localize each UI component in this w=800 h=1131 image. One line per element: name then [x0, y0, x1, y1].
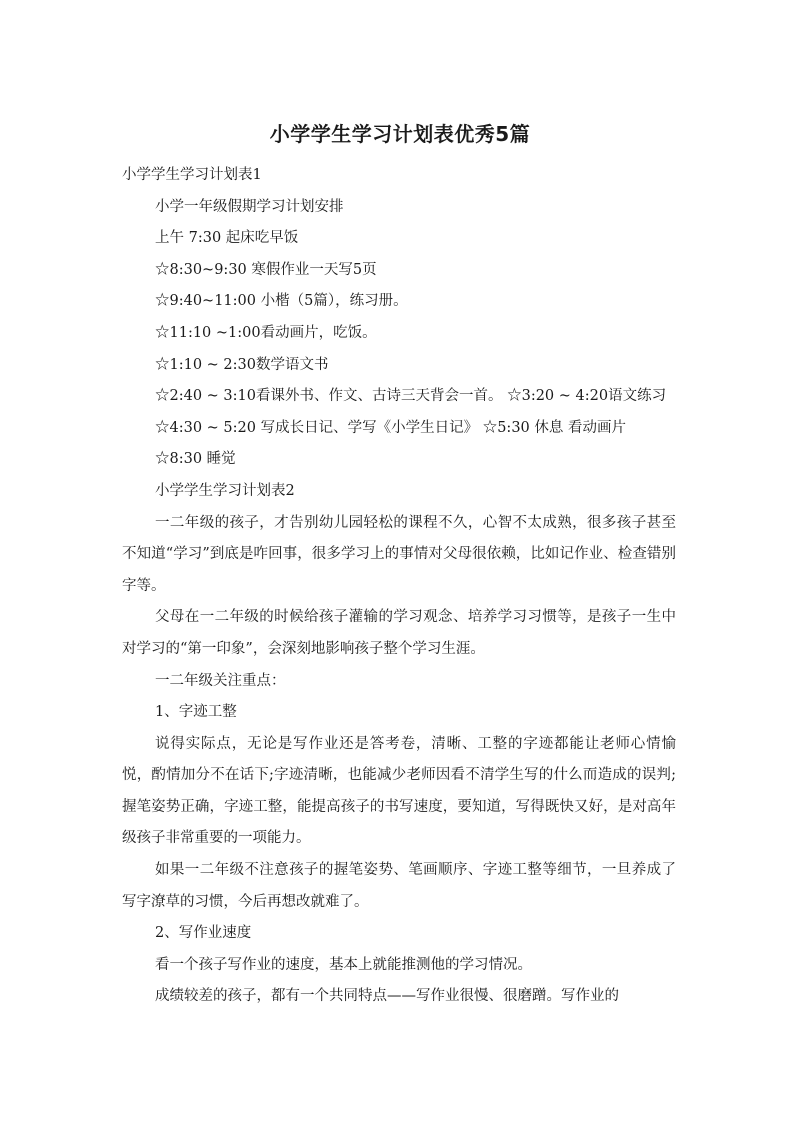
- paragraph: ☆1:10 ~ 2:30数学语文书: [155, 356, 329, 373]
- paragraph: 上午 7:30 起床吃早饭: [155, 230, 299, 247]
- paragraph: 小学一年级假期学习计划安排: [155, 198, 344, 215]
- paragraph: 一二年级关注重点：: [155, 672, 286, 689]
- paragraph: ☆8:30 睡觉: [155, 451, 236, 468]
- paragraph: 小学学生学习计划表2: [155, 482, 295, 499]
- paragraph: 看一个孩子写作业的速度，基本上就能推测他的学习情况。: [155, 956, 532, 973]
- document-body: [122, 160, 676, 1013]
- paragraph: 成绩较差的孩子，都有一个共同特点——写作业很慢、很磨蹭。写作业的: [155, 988, 619, 1005]
- paragraph: ☆8:30~9:30 寒假作业一天写5页: [155, 261, 377, 278]
- paragraph: 一二年级的孩子，才告别幼儿园轻松的课程不久，心智不太成熟，很多孩子甚至不知道“学习”到底是咋回事，很多学习上的事情对父母很依赖，比如记作业、检查错别字等。: [122, 514, 676, 594]
- paragraph: 小学学生学习计划表1: [122, 167, 262, 183]
- paragraph: ☆4:30 ~ 5:20 写成长日记、学写《小学生日记》 ☆5:30 休息 看动画片: [155, 419, 626, 436]
- paragraph: 说得实际点，无论是写作业还是答考卷，清晰、工整的字迹都能让老师心情愉悦，酌情加分不在话下;字迹清晰，也能减少老师因看不清学生写的什么而造成的误判;握笔姿势正确，字迹工整，能提高孩子的书写速度，要知道，写得既快又好，是对高年级孩子非常重要的一项能力。: [122, 735, 676, 847]
- paragraph: 1、字迹工整: [155, 704, 237, 721]
- paragraph: 父母在一二年级的时候给孩子灌输的学习观念、培养学习习惯等，是孩子一生中对学习的“第一印象”，会深刻地影响孩子整个学习生涯。: [122, 609, 676, 657]
- paragraph: ☆11:10 ~1:00看动画片，吃饭。: [155, 324, 377, 341]
- paragraph: 2、写作业速度: [155, 925, 252, 942]
- paragraph: ☆2:40 ~ 3:10看课外书、作文、古诗三天背会一首。 ☆3:20 ~ 4:20语文练习: [155, 388, 667, 405]
- paragraph: 如果一二年级不注意孩子的握笔姿势、笔画顺序、字迹工整等细节，一旦养成了写字潦草的习惯，今后再想改就难了。: [122, 862, 676, 910]
- document-title: 小学学生学习计划表优秀5篇: [269, 122, 531, 146]
- paragraph: ☆9:40~11:00 小楷（5篇），练习册。: [155, 293, 408, 310]
